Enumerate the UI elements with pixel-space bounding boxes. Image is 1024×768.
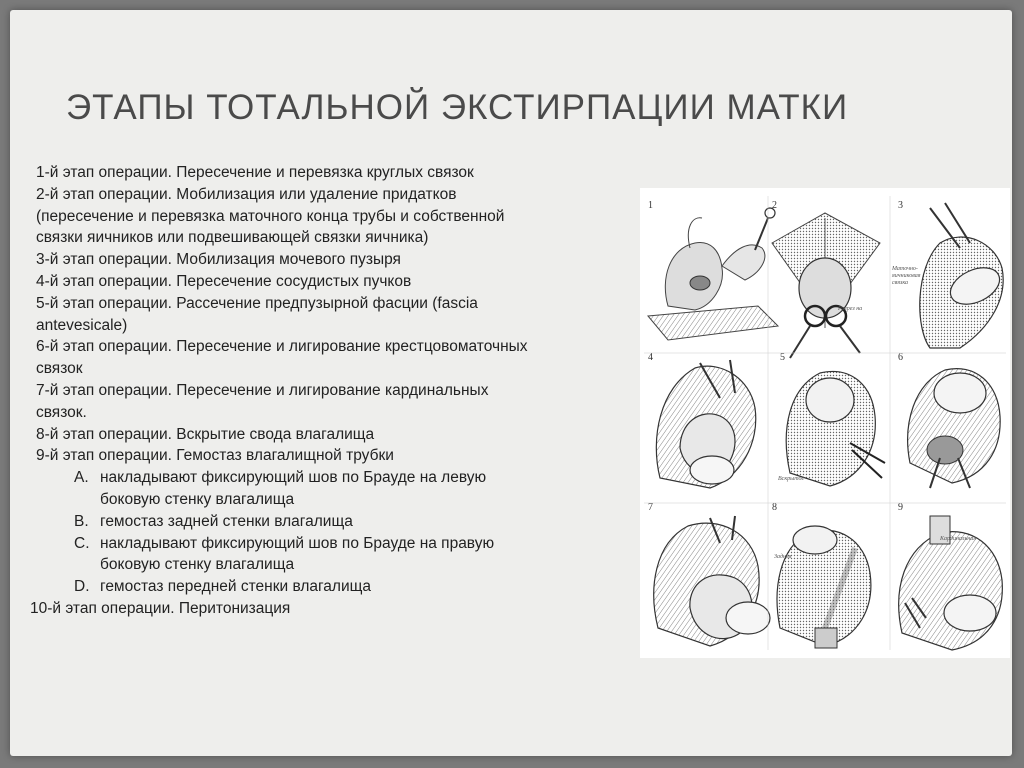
step-line: 5-й этап операции. Рассечение предпузырной фасции (fascia [36,294,478,312]
panel-number: 7 [648,502,653,513]
panel-caption: яичниковая [892,273,921,279]
panel-9 [898,502,1002,650]
panel-1 [648,200,778,340]
sub-step-letter: A. [74,469,89,487]
panel-caption: Кардинальная [940,536,977,542]
panel-caption: Задняя [774,554,792,560]
panel-7 [648,502,770,646]
sub-step-line: боковую стенку влагалища [100,490,295,508]
sub-step-line: накладывают фиксирующий шов по Брауде на правую [100,534,495,552]
slide [10,10,1012,756]
sub-step-letter: D. [74,578,90,596]
panel-4 [648,352,756,488]
panel-number: 5 [780,352,785,363]
panel-2 [772,200,880,358]
panel-number: 4 [648,352,653,363]
panel-number: 1 [648,200,653,211]
step-list [36,162,640,467]
panel-number: 6 [898,352,903,363]
panel-number: 8 [772,502,777,513]
step-line: 7-й этап операции. Пересечение и лигирование кардинальных [36,381,489,399]
step-line: связки яичников или подвешивающей связки яичника) [36,229,429,247]
panel-number: 9 [898,502,903,513]
step-line: 4-й этап операции. Пересечение сосудистых пучков [36,272,412,290]
sub-step-line: боковую стенку влагалища [100,556,295,574]
step-line: (пересечение и перевязка маточного конца трубы и собственной [36,207,505,225]
panel-caption: Разрез на [838,306,863,312]
sub-step-list [36,467,640,598]
final-step-line: 10-й этап операции. Перитонизация [30,599,291,617]
slide-title: ЭТАПЫ ТОТАЛЬНОЙ ЭКСТИРПАЦИИ МАТКИ [66,88,849,127]
panel-number: 2 [772,200,777,211]
panel-caption: Вскрытое [778,476,805,482]
sub-step-letter: B. [74,512,89,530]
slide-body [30,162,640,620]
sub-step-line: накладывают фиксирующий шов по Брауде на левую [100,469,487,487]
step-line: 6-й этап операции. Пересечение и лигирование крестцовоматочных [36,338,528,356]
panel-3 [891,200,1005,348]
illustration-svg [640,188,1010,658]
sub-step [74,576,640,598]
panel-caption: Маточно- [892,266,918,272]
panel-5 [778,352,885,486]
sub-step [74,533,640,577]
sub-step [74,467,640,511]
panel-number: 3 [898,200,903,211]
step-line: 2-й этап операции. Мобилизация или удаление придатков [36,185,457,203]
step-line: antevesicale) [36,316,128,334]
sub-step-line: гемостаз передней стенки влагалища [100,578,372,596]
step-line: связок. [36,403,87,421]
sub-step-letter: C. [74,534,90,552]
panel-8 [772,502,871,648]
panel-6 [898,352,1000,488]
step-line: 9-й этап операции. Гемостаз влагалищной трубки [36,447,394,465]
step-line: 1-й этап операции. Пересечение и перевязка круглых связок [36,164,474,181]
step-line: связок [36,360,83,378]
step-line: 8-й этап операции. Вскрытие свода влагалища [36,425,375,443]
sub-step-line: гемостаз задней стенки влагалища [100,512,353,530]
panel-caption: связка [892,280,908,286]
sub-step [74,511,640,533]
surgery-illustration [640,188,1010,658]
step-line: 3-й этап операции. Мобилизация мочевого пузыря [36,251,401,269]
